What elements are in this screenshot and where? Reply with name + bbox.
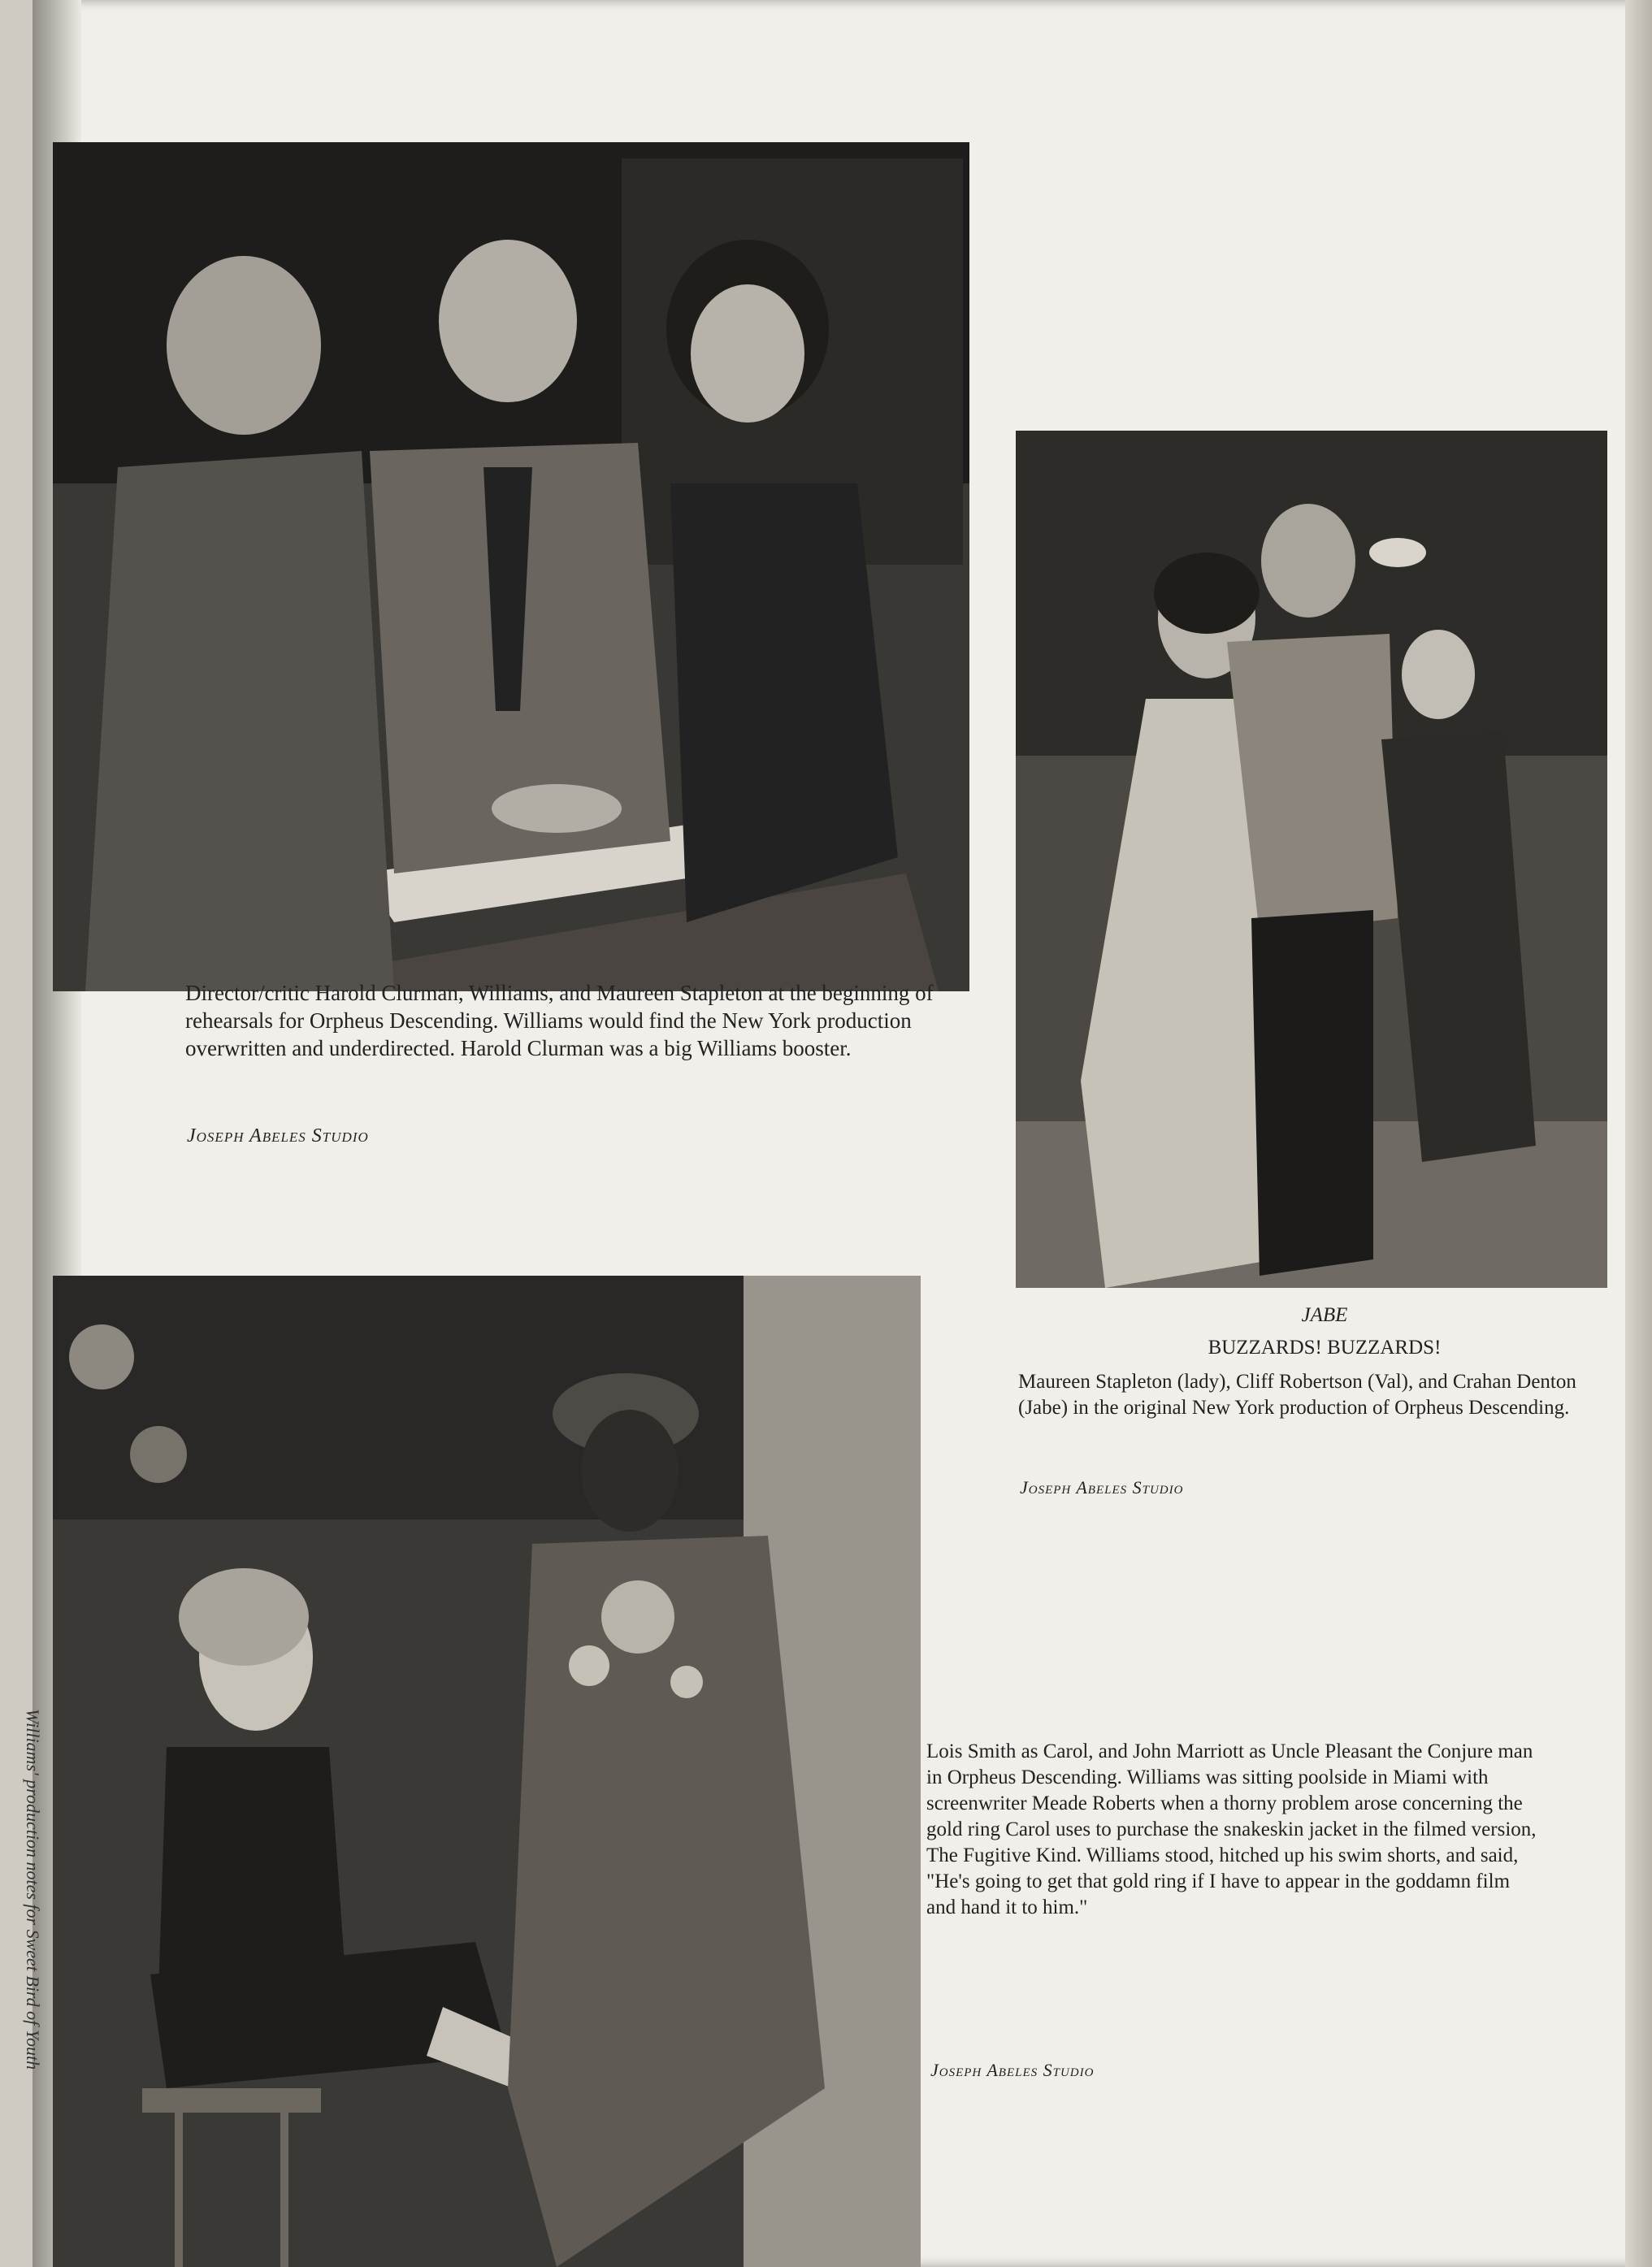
spine-running-text: Williams' production notes for Sweet Bird of Youth: [23, 1709, 43, 2070]
photo-conjure-man-credit: Joseph Abeles Studio: [930, 2060, 1095, 2080]
photo-stage-jabe-title-1: JABE: [1301, 1304, 1348, 1326]
photo-conjure-man-caption: Lois Smith as Carol, and John Marriott as Uncle Pleasant the Conjure man in Orpheus Descending. Williams was sitting poolside in Miami with screenwriter Meade Roberts when a thorny problem arose concerning the gold ring Carol uses to purchase the snakeskin jacket in the filmed version, The Fugitive Kind. Williams stood, hitched up his swim shorts, and said, "He's going to get that gold ring if I have to appear in the goddamn film and hand it to him.": [926, 1740, 1537, 1918]
photo-conjure-man-image: [53, 1276, 921, 2267]
photo-stage-jabe-caption: Maureen Stapleton (lady), Cliff Robertson (Val), and Crahan Denton (Jabe) in the original New York production of Orpheus Descending.: [1018, 1371, 1576, 1419]
photo-conjure-man: [53, 1276, 921, 2267]
photo-rehearsal-image: [53, 142, 969, 991]
photo-stage-jabe-credit: Joseph Abeles Studio: [1020, 1477, 1184, 1498]
photo-stage-jabe-title-2: BUZZARDS! BUZZARDS!: [1208, 1337, 1442, 1359]
photo-stage-jabe: [1016, 431, 1607, 1288]
photo-rehearsal: [53, 142, 969, 991]
photo-rehearsal-caption: Director/critic Harold Clurman, Williams, and Maureen Stapleton at the beginning of rehearsals for Orpheus Descending. Williams would find the New York production overwritten and underdirected. Harold Clurman was a big Williams booster.: [185, 981, 934, 1060]
photo-rehearsal-credit: Joseph Abeles Studio: [187, 1125, 369, 1147]
page-edge: [1625, 0, 1652, 2267]
photo-stage-jabe-image: [1016, 431, 1607, 1288]
book-page: [33, 0, 1641, 2267]
